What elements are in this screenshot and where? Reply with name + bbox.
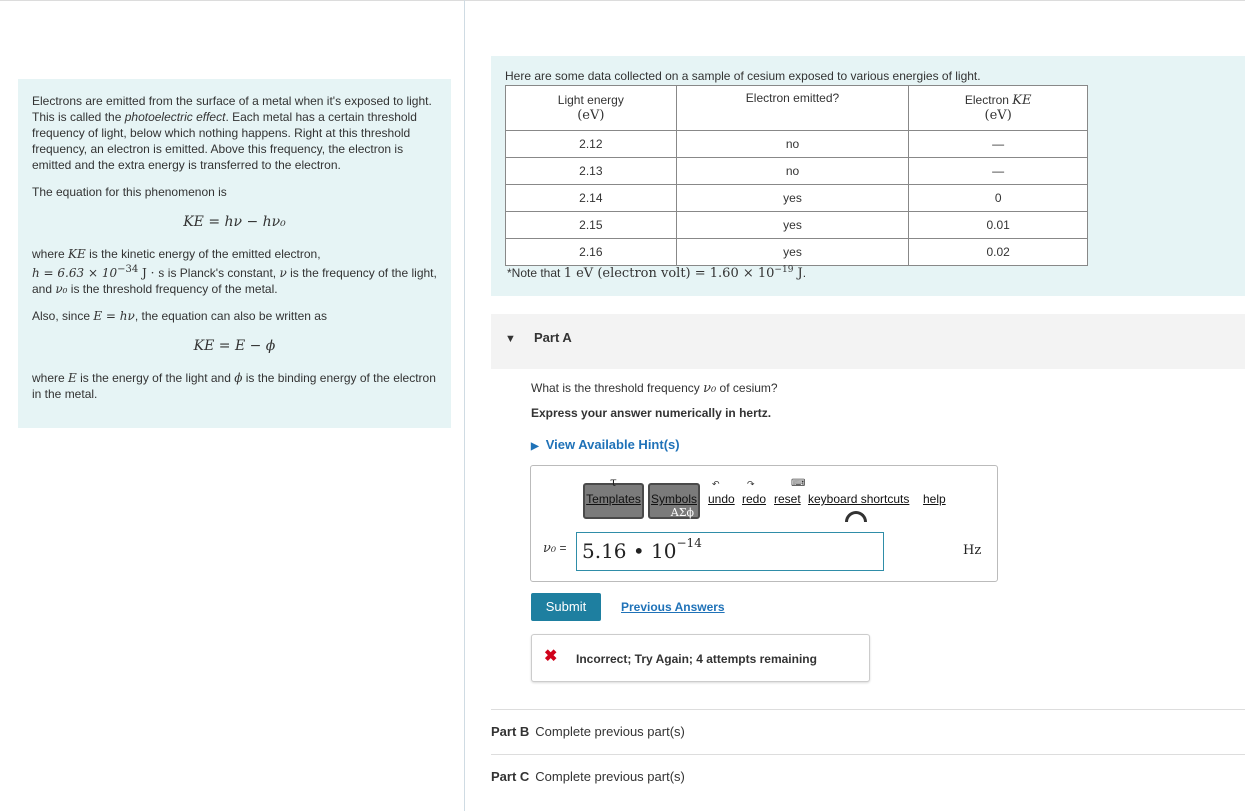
separator [491, 754, 1245, 755]
loading-arc-icon [845, 511, 867, 522]
redo-icon: ↷ [747, 479, 755, 489]
cell-emitted: yes [676, 212, 909, 239]
undo-icon: ↶ [712, 479, 720, 489]
part-c-row[interactable] [491, 769, 685, 784]
collapse-triangle-icon[interactable]: ▼ [505, 333, 516, 345]
cell-emitted: yes [676, 239, 909, 266]
photoelectric-term: photoelectric effect [124, 110, 226, 124]
part-b-status: Complete previous part(s) [535, 724, 685, 739]
ev-conversion-note: *Note that 1 eV (electron volt) = $1.60 \times 10^{-19}$ J. [507, 265, 807, 281]
cell-ke: 0.02 [909, 239, 1088, 266]
cell-energy: 2.14 [506, 185, 677, 212]
part-a-header[interactable] [491, 314, 1245, 369]
submit-button[interactable]: Submit [531, 593, 601, 621]
cell-energy: 2.16 [506, 239, 677, 266]
answer-unit: Hz [963, 543, 982, 558]
cell-ke: 0 [909, 185, 1088, 212]
table-row [506, 185, 1088, 212]
intro-paragraph-2: The equation for this phenomenon is [32, 185, 227, 199]
intro-panel [18, 79, 451, 428]
answer-box [530, 465, 998, 582]
table-row [506, 158, 1088, 185]
help-button[interactable]: help [923, 492, 946, 506]
symbols-button[interactable]: Symbols ΑΣϕ [648, 483, 700, 519]
feedback-box [531, 634, 870, 682]
cell-energy: 2.12 [506, 131, 677, 158]
equation-ke-hnu: KE = hν − hν₀ [183, 214, 286, 230]
feedback-message: Incorrect; Try Again; 4 attempts remaining [576, 652, 817, 666]
data-panel [491, 56, 1245, 296]
table-row [506, 212, 1088, 239]
reset-button[interactable]: reset [774, 492, 801, 506]
column-divider [464, 0, 465, 811]
cell-ke: 0.01 [909, 212, 1088, 239]
cesium-data-table [505, 85, 1088, 266]
view-hints-link[interactable]: ▶ View Available Hint(s) [531, 437, 680, 452]
header-electron-emitted: Electron emitted? [676, 86, 909, 131]
header-light-energy: Light energy (eV) [506, 86, 677, 131]
table-row [506, 131, 1088, 158]
part-a-title: Part A [534, 330, 572, 345]
table-row [506, 239, 1088, 266]
intro-paragraph-4: Also, since E = hν, the equation can also be written as [32, 309, 327, 323]
planck-constant: $h = 6.63 \times 10^{-34}$ J · s [32, 264, 165, 280]
incorrect-x-icon: ✖ [544, 648, 558, 665]
templates-button[interactable]: τ Templates [583, 483, 644, 519]
cell-ke: — [909, 158, 1088, 185]
keyboard-icon: ⌨ [791, 478, 806, 489]
intro-paragraph-5: where E is the energy of the light and ϕ is the binding energy of the electron in the metal. [32, 371, 436, 401]
symbols-glyph: ΑΣϕ [670, 506, 694, 519]
cell-emitted: no [676, 131, 909, 158]
part-b-row[interactable] [491, 724, 685, 739]
equation-ke-e-phi: KE = E − ϕ [193, 338, 276, 354]
cell-ke: — [909, 131, 1088, 158]
table-header-row [506, 86, 1088, 131]
templates-glyph: τ [610, 475, 617, 489]
part-c-name: Part C [491, 769, 530, 784]
intro-paragraph-3: where KE is the kinetic energy of the emitted electron, $h = 6.63 \times 10^{-34}$ J · s is Planck's constant, ν is the frequency of the light, and ν₀ is the threshold frequency of the metal. [32, 247, 437, 296]
cell-energy: 2.15 [506, 212, 677, 239]
top-border [0, 0, 1245, 1]
intro-paragraph-1: Electrons are emitted from the surface of a metal when it's exposed to light. This is called the photoelectric effect. Each metal has a certain threshold frequency of light, below which nothing happens. Right at this threshold frequency, an electron is emitted. Above this frequency, the electron is emitted and the extra energy is transferred to the electron. [32, 94, 432, 172]
part-a-instruction: Express your answer numerically in hertz. [531, 406, 772, 420]
answer-input[interactable]: 5.16 • $10^{-14}$ [576, 532, 884, 571]
header-electron-ke: Electron KE (eV) [909, 86, 1088, 131]
cell-energy: 2.13 [506, 158, 677, 185]
part-a-question: What is the threshold frequency ν₀ of cesium? [531, 381, 778, 396]
caret-right-icon: ▶ [531, 441, 539, 452]
separator [491, 709, 1245, 710]
data-intro-text: Here are some data collected on a sample of cesium exposed to various energies of light. [505, 69, 981, 83]
previous-answers-link[interactable]: Previous Answers [621, 600, 725, 614]
part-b-name: Part B [491, 724, 530, 739]
undo-button[interactable]: undo [708, 492, 735, 506]
answer-variable-label: ν₀ = [543, 541, 567, 556]
part-c-status: Complete previous part(s) [535, 769, 685, 784]
redo-button[interactable]: redo [742, 492, 767, 506]
cell-emitted: no [676, 158, 909, 185]
cell-emitted: yes [676, 185, 909, 212]
keyboard-shortcuts-button[interactable]: keyboard shortcuts [808, 492, 910, 506]
